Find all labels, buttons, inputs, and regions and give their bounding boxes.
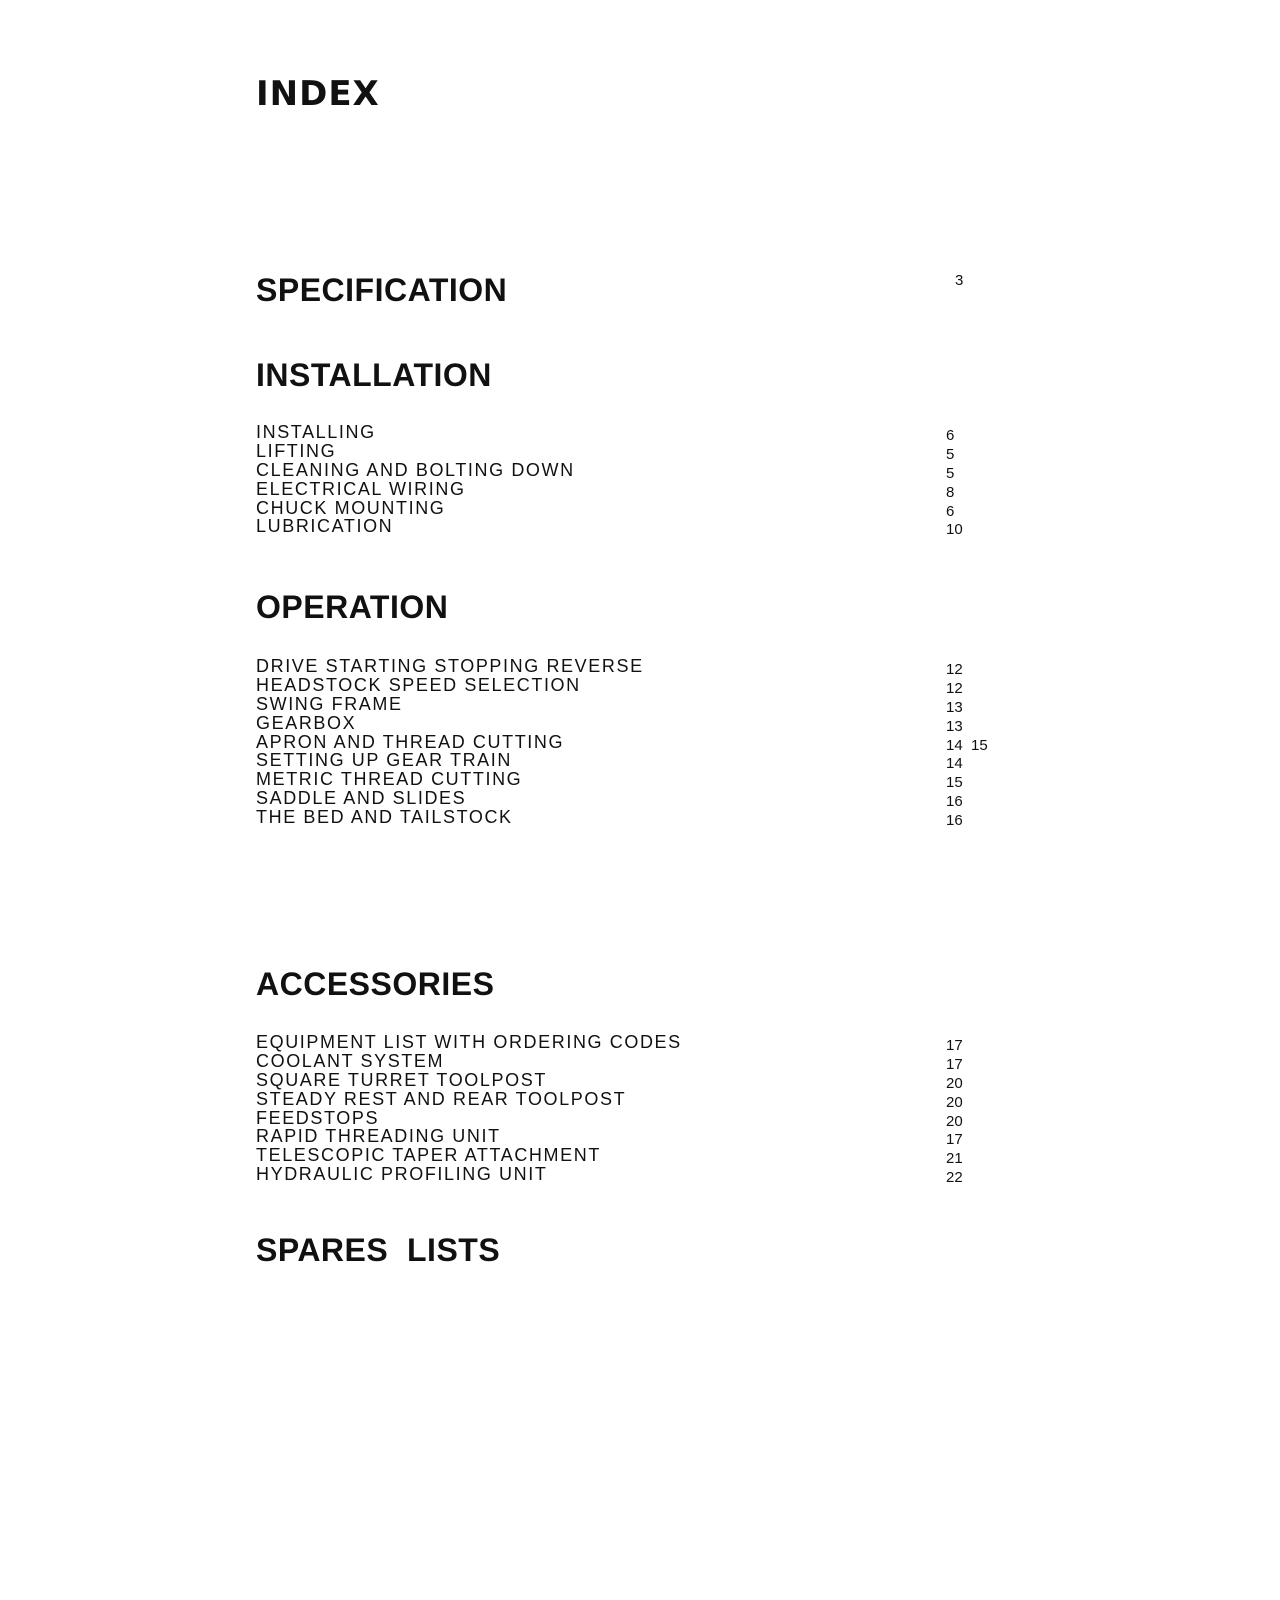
entry-label: SETTING UP GEAR TRAIN (256, 750, 512, 771)
operation-entry-list (256, 656, 1016, 830)
index-entry (256, 769, 1016, 792)
index-entry (256, 676, 1016, 695)
section-installation (256, 355, 1016, 539)
index-entry (256, 442, 1016, 461)
entry-page-number: 12 (946, 679, 963, 697)
entry-label: LIFTING (256, 440, 337, 461)
entry-label: SQUARE TURRET TOOLPOST (256, 1069, 547, 1090)
entry-label: HEADSTOCK SPEED SELECTION (256, 674, 581, 695)
entry-label: CLEANING AND BOLTING DOWN (256, 459, 575, 480)
entry-page-number: 5 (946, 445, 955, 463)
entry-label: HYDRAULIC PROFILING UNIT (256, 1164, 548, 1185)
entry-label: COOLANT SYSTEM (256, 1050, 445, 1071)
entry-label: APRON AND THREAD CUTTING (256, 731, 565, 752)
specification-page-number: 3 (955, 272, 964, 289)
entry-page-number: 10 (946, 521, 963, 539)
entry-page-number: 16 (946, 793, 963, 811)
entry-page-number: 14 (946, 755, 963, 773)
index-entry (256, 1033, 1016, 1052)
entry-page-number: 6 (946, 502, 955, 520)
section-specification (256, 270, 1016, 310)
index-entry (256, 1109, 1016, 1128)
entry-label: CHUCK MOUNTING (256, 497, 446, 518)
installation-entry-list (256, 422, 1016, 539)
entry-label: SWING FRAME (256, 693, 403, 714)
entry-label: FEEDSTOPS (256, 1107, 380, 1128)
accessories-entry-list (256, 1032, 1016, 1187)
entry-label: METRIC THREAD CUTTING (256, 769, 523, 790)
index-entry (256, 480, 1016, 499)
index-entry (256, 1145, 1016, 1168)
entry-page-number: 5 (946, 464, 955, 482)
index-entry (256, 750, 1016, 773)
entry-label: TELESCOPIC TAPER ATTACHMENT (256, 1145, 601, 1166)
entry-page-number: 17 (946, 1037, 963, 1054)
index-entry (256, 714, 1016, 733)
entry-page-number: 20 (946, 1074, 963, 1092)
index-entry (256, 733, 1016, 752)
index-entry (256, 516, 1016, 539)
index-entry (256, 1052, 1016, 1071)
index-entry (256, 788, 1016, 811)
section-heading-installation: INSTALLATION (256, 357, 492, 393)
index-entry (256, 695, 1016, 714)
section-accessories (256, 964, 1016, 1187)
index-entry (256, 461, 1016, 480)
entry-page-number: 16 (946, 812, 963, 830)
section-spares-lists (256, 1230, 1016, 1270)
entry-page-number: 8 (946, 483, 955, 501)
index-entry (256, 1164, 1016, 1187)
index-entry (256, 423, 1016, 442)
entry-label: SADDLE AND SLIDES (256, 788, 467, 809)
section-operation (256, 587, 1016, 830)
section-heading-accessories: ACCESSORIES (256, 966, 495, 1002)
entry-label: STEADY REST AND REAR TOOLPOST (256, 1088, 627, 1109)
entry-page-number: 15 (946, 774, 963, 792)
entry-label: RAPID THREADING UNIT (256, 1126, 501, 1147)
section-heading-spares-lists: SPARES LISTS (256, 1232, 501, 1268)
entry-page-number: 17 (946, 1131, 963, 1149)
entry-label: EQUIPMENT LIST WITH ORDERING CODES (256, 1032, 682, 1052)
entry-label: THE BED AND TAILSTOCK (256, 807, 513, 828)
index-entry (256, 1126, 1016, 1149)
section-heading-specification: SPECIFICATION (256, 272, 508, 308)
entry-page-number: 17 (946, 1055, 963, 1073)
index-entry (256, 1090, 1016, 1109)
entry-label: ELECTRICAL WIRING (256, 478, 466, 499)
entry-label: LUBRICATION (256, 516, 394, 537)
entry-page-number: 6 (946, 427, 955, 444)
index-entry (256, 807, 1016, 830)
entry-page-number: 12 (946, 661, 963, 678)
entry-label: INSTALLING (256, 422, 376, 442)
index-entry (256, 1071, 1016, 1090)
entry-label: GEARBOX (256, 712, 357, 733)
index-entry (256, 499, 1016, 518)
index-entry (256, 657, 1016, 676)
section-heading-operation: OPERATION (256, 589, 449, 625)
entry-page-number: 20 (946, 1112, 963, 1130)
page-title: INDEX (256, 74, 380, 114)
entry-page-number: 13 (946, 717, 963, 735)
entry-page-number: 13 (946, 698, 963, 716)
entry-page-number: 22 (946, 1169, 963, 1187)
entry-page-number: 21 (946, 1150, 963, 1168)
entry-page-number: 14 15 (946, 736, 988, 754)
entry-page-number: 20 (946, 1093, 963, 1111)
entry-label: DRIVE STARTING STOPPING REVERSE (256, 656, 644, 676)
